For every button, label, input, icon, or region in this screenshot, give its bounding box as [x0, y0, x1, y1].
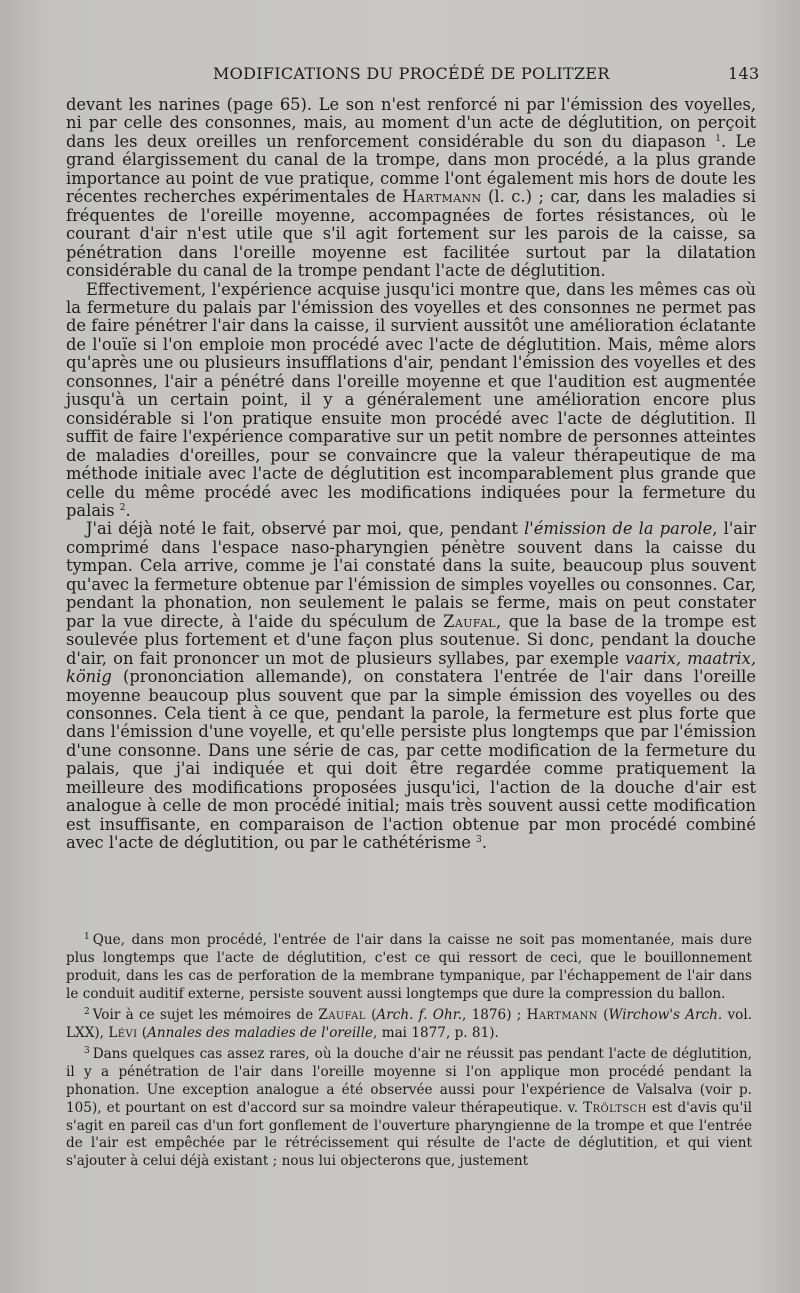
paragraph-1: [66, 96, 756, 281]
text-run: Dans quelques cas assez rares, où la douche d'air ne réussit pas pendant l'acte de déglutition, il y a pénétration de l'air dans l'oreille moyenne si l'on applique mon procédé pendant la phonation. Une exception analogue a été observée aussi pour l'expérience de Valsalva (voir p. 105), et pourtant on est d'accord sur sa moindre valeur thérapeutique. v.: [66, 1045, 752, 1116]
italic-examples: vaarix, maatrix, könig: [66, 648, 756, 687]
text-run: , l'air comprimé dans l'espace naso-pharyngien pénètre souvent dans la caisse du tympan. Cela arrive, comme je l'ai constaté dans la suite, beaucoup plus souvent qu'avec la fermeture obtenue par l'émission de simples voyelles ou consonnes. Car, pendant la phonation, non seulement le palais se ferme, mais on peut constater par la vue directe, à l'aide du spéculum de: [66, 519, 756, 631]
text-run: (l. c.) ; car, dans les maladies si fréquentes de l'oreille moyenne, accompagnées de fortes résistances, où le courant d'air n'est utile que s'il agit fortement sur les parois de la caisse, sa pénétration dans l'oreille moyenne est facilitée surtout par la dilatation considérable du canal de la trompe pendant l'acte de déglutition.: [66, 187, 757, 281]
text-run: (prononciation allemande), on constatera l'entrée de l'air dans l'oreille moyenne beaucoup plus souvent que par la simple émission des voyelles ou des consonnes. Cela tient à ce que, pendant la parole, la fermeture est plus forte que dans l'émission d'une voyelle, et qu'elle persiste plus longtemps que par l'émission d'une consonne. Dans une série de cas, par cette modification de la fermeture du palais, que j'ai indiquée et qui doit être regardée comme pratiquement la meilleure des modifications proposées jusqu'ici, l'action de la douche d'air est analogue à celle de mon procédé initial; mais très souvent aussi cette modification est insuffisante, en comparaison de l'action obtenue par mon procédé combiné avec l'acte de déglutition, ou par le cathétérisme: [66, 667, 756, 853]
text-run: devant les narines (page 65). Le son n'est renforcé ni par l'émission des voyelles, ni par celle des consonnes, mais, au moment d'un acte de déglutition, on perçoit dans les deux oreilles un renforcement considérable du son du diapason: [66, 95, 756, 151]
author-name: Lévi: [108, 1024, 138, 1041]
author-name: Tröltsch: [583, 1099, 647, 1116]
text-run: , que la base de la trompe est soulevée plus fortement et d'une façon plus soutenue. Si donc, pendant la douche d'air, on fait prononcer un mot de plusieurs syllabes, par exemple: [66, 611, 757, 668]
text-run: (: [137, 1024, 148, 1041]
author-name: Zaufal: [443, 611, 497, 631]
footnote-mark: 2: [84, 1006, 90, 1017]
running-title: MODIFICATIONS DU PROCÉDÉ DE POLITZER: [213, 64, 610, 83]
journal-title: Wirchow's Arch.: [608, 1006, 723, 1023]
journal-title: Annales des maladies de l'oreille: [147, 1024, 374, 1041]
text-run: (: [365, 1006, 377, 1023]
footnote-mark: 3: [84, 1045, 90, 1056]
footnote-ref-2: 2: [119, 502, 126, 513]
footnote-mark: 1: [84, 932, 90, 942]
footnote-ref-3: 3: [476, 835, 482, 846]
paragraph-2: [66, 281, 756, 521]
footnote-2: [66, 1007, 752, 1043]
footnote-3: [66, 1046, 752, 1172]
text-run: Voir à ce sujet les mémoires de: [92, 1006, 319, 1023]
text-run: , 1876) ;: [462, 1006, 527, 1023]
text-run: . Le grand élargissement du canal de la trompe, dans mon procédé, a la plus grande importance au point de vue pratique, comme l'ont également mis hors de doute les récentes recherches expérimentales de: [66, 131, 756, 207]
text-run: Effectivement, l'expérience acquise jusqu'ici montre que, dans les mêmes cas où la fermeture du palais par l'émission des voyelles et des consonnes ne permet pas de faire pénétrer l'air dans la caisse, il survient aussitôt une amélioration éclatante de l'ouïe si l'on emploie mon procédé avec l'acte de déglutition. Mais, même alors qu'après une ou plusieurs insufflations d'air, pendant l'émission des voyelles et des consonnes, l'air a pénétré dans l'oreille moyenne et que l'audition est augmentée jusqu'à un certain point, il y a généralement une amélioration encore plus considérable si l'on pratique ensuite mon procédé avec l'acte de déglutition. Il suffit de faire l'expérience comparative sur un petit nombre de personnes atteintes de maladies d'oreilles, pour se convaincre que la valeur thérapeutique de ma méthode initiale avec l'acte de déglutition est incomparablement plus grande que celle du même procédé avec les modifications indiquées pour la fermeture du palais: [66, 279, 756, 520]
italic-phrase: l'émission de la parole: [524, 519, 713, 539]
author-name: Zaufal: [318, 1006, 366, 1023]
author-name: Hartmann: [526, 1006, 598, 1023]
text-run: est d'avis qu'il s'agit en pareil cas d'un fort gonflement de l'ouverture pharyngienne de la trompe et que l'entrée de l'air est empêchée par le rétrécissement qui résulte de l'acte de déglutition, et qui vient s'ajouter à celui déjà existant ; nous lui objecterons que, justement: [66, 1099, 752, 1170]
text-run: vol. LXX),: [66, 1006, 753, 1041]
text-run: (: [597, 1006, 609, 1023]
author-name: Hartmann: [402, 187, 482, 207]
main-text: [66, 96, 756, 853]
text-run: , mai 1877, p. 81).: [373, 1024, 499, 1041]
footnotes: [66, 932, 752, 1174]
footnote-ref-1: 1: [715, 133, 721, 144]
paragraph-3: [66, 520, 756, 852]
page-number: 143: [728, 64, 760, 83]
journal-title: Arch. f. Ohr.: [376, 1006, 463, 1023]
footnote-1: [66, 932, 752, 1004]
text-run: Que, dans mon procédé, l'entrée de l'air dans la caisse ne soit pas momentanée, mais dure plus longtemps que l'acte de déglutition, c'est ce qui ressort de ceci, que le bouillonnement produit, dans les cas de perforation de la membrane tympanique, par l'échappement de l'air dans le conduit auditif externe, persiste souvent aussi longtemps que dure la compression du ballon.: [66, 932, 752, 1002]
page-header: [0, 62, 800, 88]
text-run: .: [125, 500, 131, 520]
text-run: J'ai déjà noté le fait, observé par moi, que, pendant: [86, 519, 525, 539]
text-run: .: [481, 833, 487, 853]
